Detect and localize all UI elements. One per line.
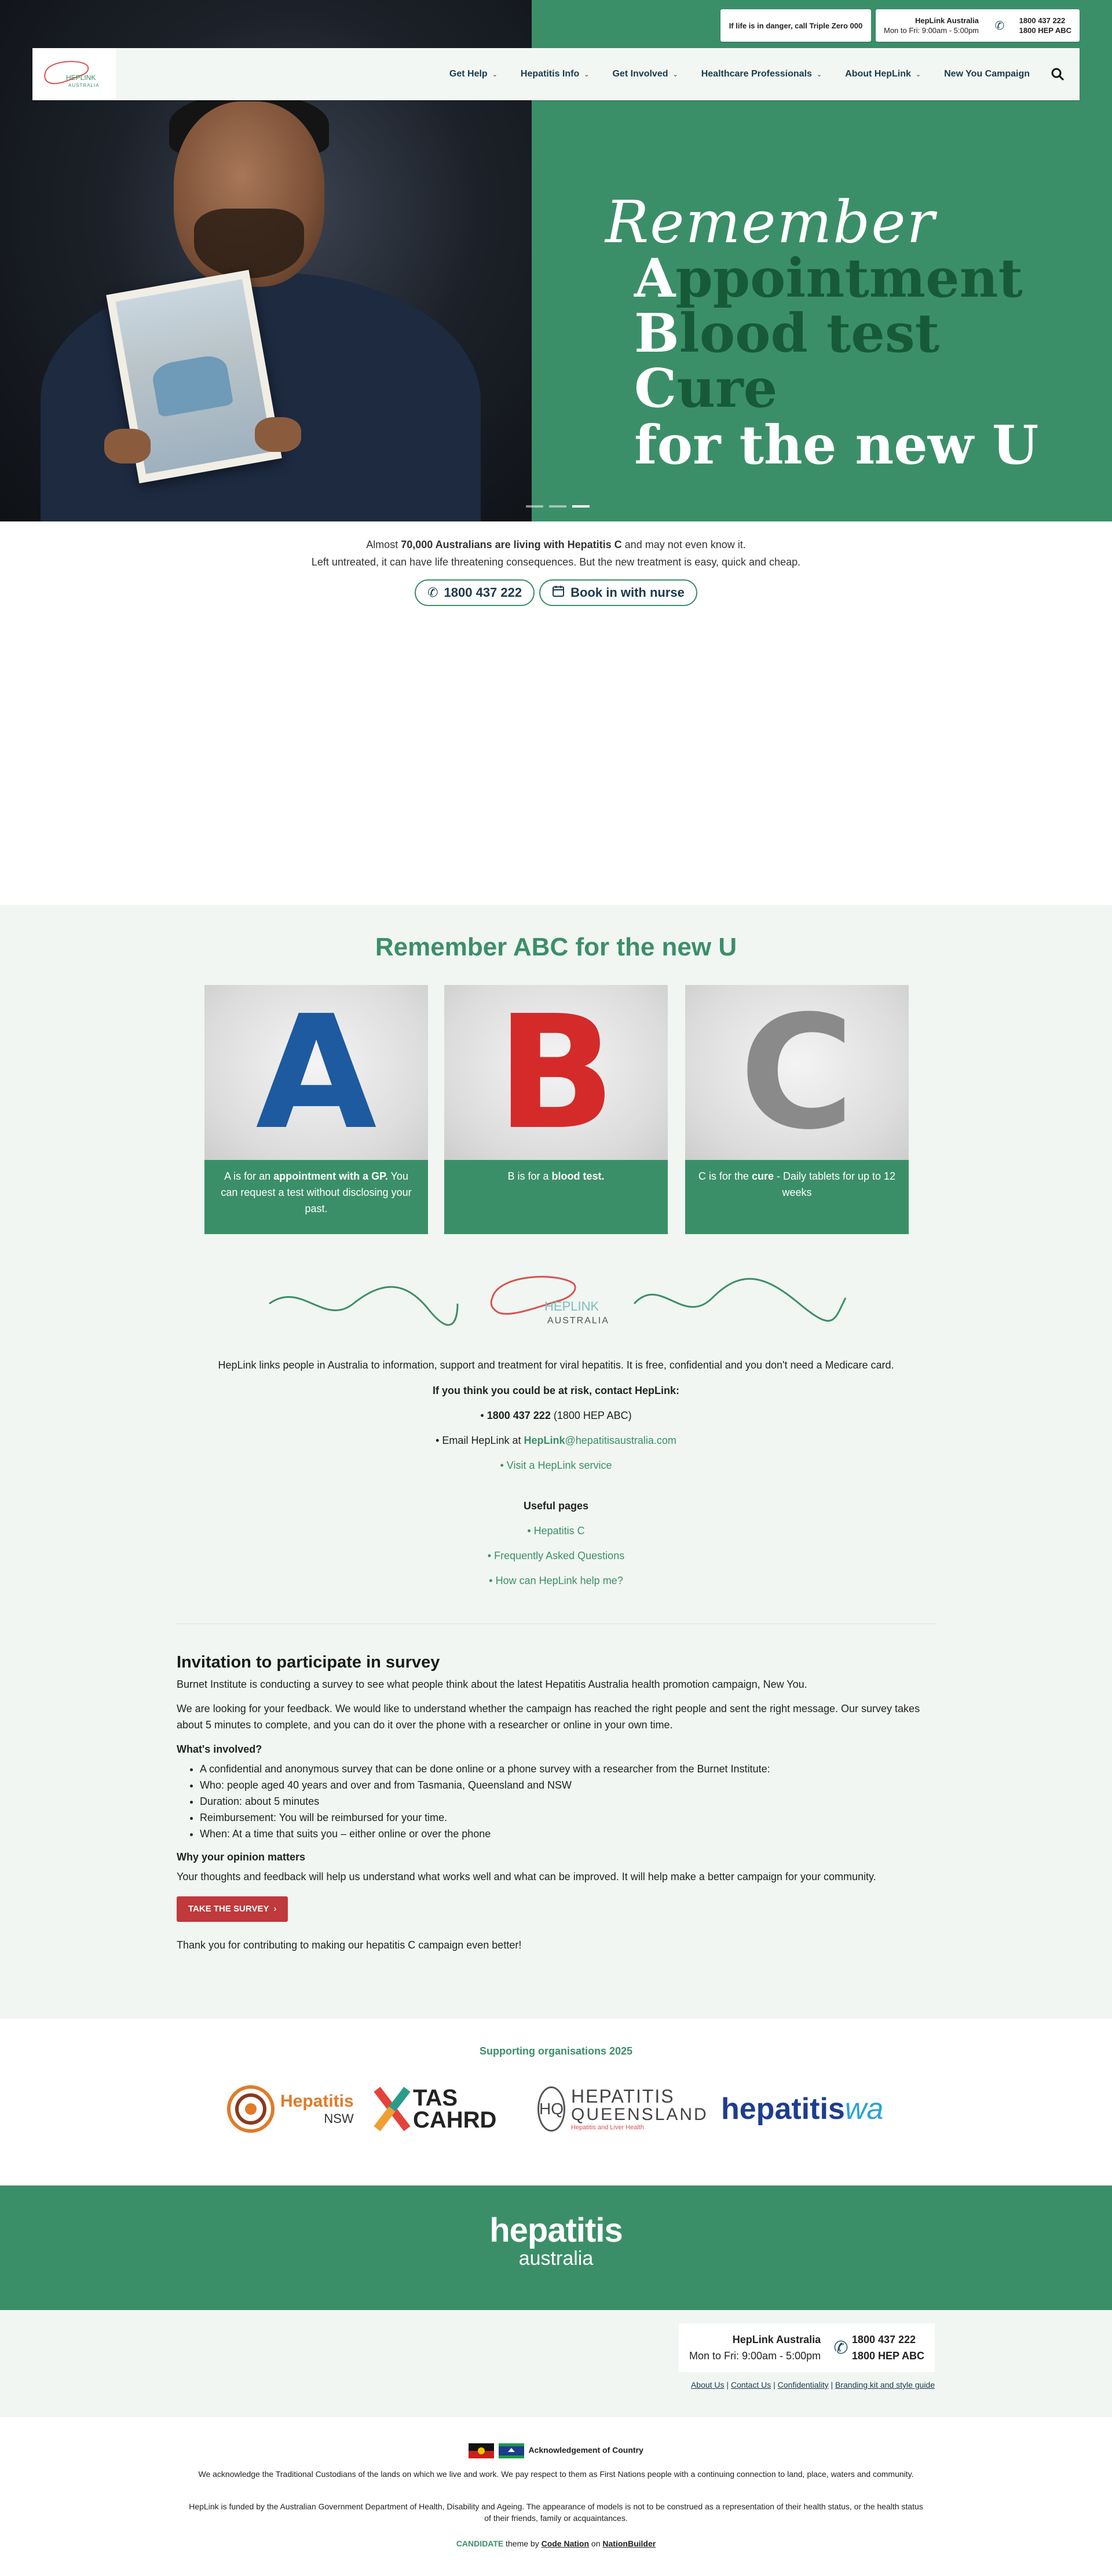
tablets-c-image <box>685 985 909 1160</box>
acknowledgement-text: We acknowledge the Traditional Custodians of the lands on which we live and work. We pay respect to them as First Nations people with a continuing connection to land, place, waters and community. <box>198 2469 914 2479</box>
slide-dot-active[interactable] <box>572 505 590 508</box>
chevron-down-icon: ⌄ <box>584 71 590 78</box>
hero-line-appointment: Appointment <box>634 247 1023 309</box>
chevron-down-icon: ⌄ <box>816 71 822 78</box>
link-about-us[interactable]: About Us <box>690 2380 725 2389</box>
link-hepatitis-c[interactable]: • Hepatitis C <box>527 1525 585 1537</box>
why-heading: Why your opinion matters <box>177 1851 306 1863</box>
footer-info <box>0 2310 1112 2417</box>
list-item: • Reimbursement: You will be reimbursed for your time. <box>200 1809 935 1826</box>
heplink-squiggle-logo <box>0 1263 1112 1344</box>
svg-text:AUSTRALIA: AUSTRALIA <box>547 1316 609 1326</box>
link-confidentiality[interactable]: Confidentiality <box>777 2380 829 2389</box>
link-faq[interactable]: • Frequently Asked Questions <box>487 1550 625 1561</box>
list-item: • When: At a time that suits you – either online or over the phone <box>200 1826 935 1842</box>
thanks-text: Thank you for contributing to making our hepatitis C campaign even better! <box>177 1939 522 1951</box>
hepatitis-australia-logo[interactable]: hepatitis australia <box>489 2212 623 2269</box>
hepatitis-wa-logo[interactable]: hepatitis wa <box>721 2092 884 2126</box>
nav-get-help[interactable]: Get Help ⌄ <box>449 69 498 79</box>
funding-statement: HepLink is funded by the Australian Government Department of Health, Disability and Ageing. The appearance of models is not to be construed as a representation of their health status, or the health status of their friends, family or acquaintances. <box>189 2502 923 2523</box>
link-contact-us[interactable]: Contact Us <box>730 2380 771 2389</box>
chevron-down-icon: ⌄ <box>672 71 678 78</box>
abc-heading: Remember ABC for the new U <box>375 933 737 961</box>
involved-heading: What's involved? <box>177 1743 262 1755</box>
hero-line-blood-test: Blood test <box>634 302 940 364</box>
section-divider <box>177 1623 935 1624</box>
footer-links: About Us | Contact Us | Confidentiality | Branding kit and style guide <box>690 2380 935 2389</box>
search-icon[interactable] <box>1041 48 1074 100</box>
nationbuilder-link[interactable]: NationBuilder <box>602 2539 656 2548</box>
slide-dot[interactable] <box>526 505 543 508</box>
hero-line-new-u: for the new U <box>634 414 1039 476</box>
liver-logo-icon <box>39 56 109 93</box>
svg-text:HEPLINK: HEPLINK <box>66 74 96 82</box>
phone-line[interactable]: • 1800 437 222 (1800 HEP ABC) <box>480 1410 632 1421</box>
hero-line-cure: Cure <box>634 357 778 419</box>
header-contact-box[interactable] <box>876 9 1080 42</box>
nav-get-involved[interactable]: Get Involved ⌄ <box>612 69 678 79</box>
code-nation-link[interactable]: Code Nation <box>541 2539 590 2548</box>
phone-icon: ✆ <box>994 19 1005 32</box>
survey-section <box>177 1654 935 1961</box>
useful-pages-heading: Useful pages <box>523 1500 589 1512</box>
heplink-logo[interactable] <box>32 48 116 100</box>
list-item: • Duration: about 5 minutes <box>200 1793 935 1809</box>
card-appointment: A A is for an appointment with a GP. You can request a test without disclosing your past. <box>204 985 428 1234</box>
torres-strait-flag-icon <box>499 2443 524 2458</box>
footer-phone-numbers[interactable]: 1800 437 222 1800 HEP ABC <box>851 2334 924 2362</box>
calendar-icon <box>552 585 565 601</box>
letter-a: A <box>255 985 377 1160</box>
email-line[interactable]: • Email HepLink at HepLink@hepatitisaustralia.com <box>436 1435 676 1446</box>
card-blood-test: B B is for a blood test. <box>444 985 668 1234</box>
candidate-theme-link[interactable]: CANDIDATE <box>456 2539 504 2548</box>
svg-text:HEPLINK: HEPLINK <box>544 1299 599 1313</box>
chevron-down-icon: ⌄ <box>492 71 498 78</box>
list-item: • A confidential and anonymous survey that can be done online or a phone survey with a researcher from the Burnet Institute: <box>200 1761 935 1777</box>
hepatitis-nsw-logo[interactable]: Hepatitis NSW <box>225 2080 358 2138</box>
supporters-title: Supporting organisations 2025 <box>479 2045 633 2057</box>
svg-text:AUSTRALIA: AUSTRALIA <box>68 83 100 88</box>
link-how-help[interactable]: • How can HepLink help me? <box>489 1575 623 1586</box>
aboriginal-flag-icon <box>469 2443 494 2458</box>
stethoscope-a-image <box>204 985 428 1160</box>
hero-remember-text: Remember <box>605 188 936 256</box>
left-hand <box>104 429 151 464</box>
chevron-down-icon: ⌄ <box>915 71 921 78</box>
acknowledgement-heading: Acknowledgement of Country <box>0 2443 1112 2458</box>
chevron-right-icon: › <box>273 1904 277 1914</box>
survey-p2: We are looking for your feedback. We would like to understand whether the campaign has reached the right people and sent the right message. Our survey takes about 5 minutes to complete, and you can do it over the phone with a researcher or online in your own time. <box>177 1703 920 1731</box>
list-item: • Who: people aged 40 years and over and from Tasmania, Queensland and NSW <box>200 1777 935 1793</box>
phone-icon: ✆ <box>427 585 438 600</box>
main-navigation <box>32 48 1080 100</box>
header-phone-numbers[interactable]: 1800 437 222 1800 HEP ABC <box>1019 16 1071 35</box>
why-text: Your thoughts and feedback will help us understand what works well and what can be improved. It will help make a better campaign for your community. <box>177 1871 876 1882</box>
link-branding-kit[interactable]: Branding kit and style guide <box>835 2380 935 2389</box>
take-survey-button[interactable]: TAKE THE SURVEY › <box>177 1896 288 1922</box>
right-hand <box>255 417 301 452</box>
risk-heading: If you think you could be at risk, contact HepLink: <box>432 1385 680 1396</box>
nav-healthcare-professionals[interactable]: Healthcare Professionals ⌄ <box>701 69 822 79</box>
theme-credit: CANDIDATE theme by Code Nation on NationBuilder <box>456 2539 656 2548</box>
intro-text: Almost 70,000 Australians are living with Hepatitis C and may not even know it. Left untreated, it can have life threatening consequences. But the new treatment is easy, quick and cheap. <box>311 539 801 568</box>
letter-c: C <box>739 985 855 1160</box>
letter-b: B <box>496 985 616 1160</box>
emergency-notice <box>720 9 871 42</box>
card-cure: C C is for the cure - Daily tablets for up to 12 weeks <box>685 985 909 1234</box>
hepatitis-queensland-logo[interactable]: HQ HEPATITIS QUEENSLAND Hepatitis and Liver Health <box>537 2080 694 2138</box>
phone-icon: ✆ <box>833 2338 848 2358</box>
header-contact-hours: HepLink Australia Mon to Fri: 9:00am - 5:00pm <box>884 16 979 35</box>
slide-dot[interactable] <box>549 505 566 508</box>
survey-title: Invitation to participate in survey <box>177 1653 440 1672</box>
heplink-intro: HepLink links people in Australia to information, support and treatment for viral hepatitis. It is free, confidential and you don't need a Medicare card. <box>218 1359 894 1371</box>
visit-service-link[interactable]: • Visit a HepLink service <box>500 1460 612 1471</box>
call-button[interactable]: ✆ 1800 437 222 <box>415 579 535 606</box>
nav-hepatitis-info[interactable]: Hepatitis Info ⌄ <box>520 69 590 79</box>
nav-new-you-campaign[interactable]: New You Campaign <box>944 69 1030 79</box>
nav-about-heplink[interactable]: About HepLink ⌄ <box>845 69 921 79</box>
footer-contact-box[interactable]: HepLink Australia Mon to Fri: 9:00am - 5:00pm ✆ 1800 437 222 1800 HEP ABC <box>679 2323 935 2372</box>
book-nurse-button[interactable]: Book in with nurse <box>539 579 697 606</box>
person-beard <box>194 209 304 278</box>
tascahrd-logo[interactable]: TAS CAHRD <box>374 2080 513 2138</box>
blood-tube-b-image <box>444 985 668 1160</box>
involved-list <box>200 1761 935 1842</box>
survey-p1: Burnet Institute is conducting a survey to see what people think about the latest Hepatitis Australia health promotion campaign, New You. <box>177 1679 807 1690</box>
emergency-text: If life is in danger, call Triple Zero 000 <box>729 21 863 30</box>
slider-dots <box>526 505 590 508</box>
